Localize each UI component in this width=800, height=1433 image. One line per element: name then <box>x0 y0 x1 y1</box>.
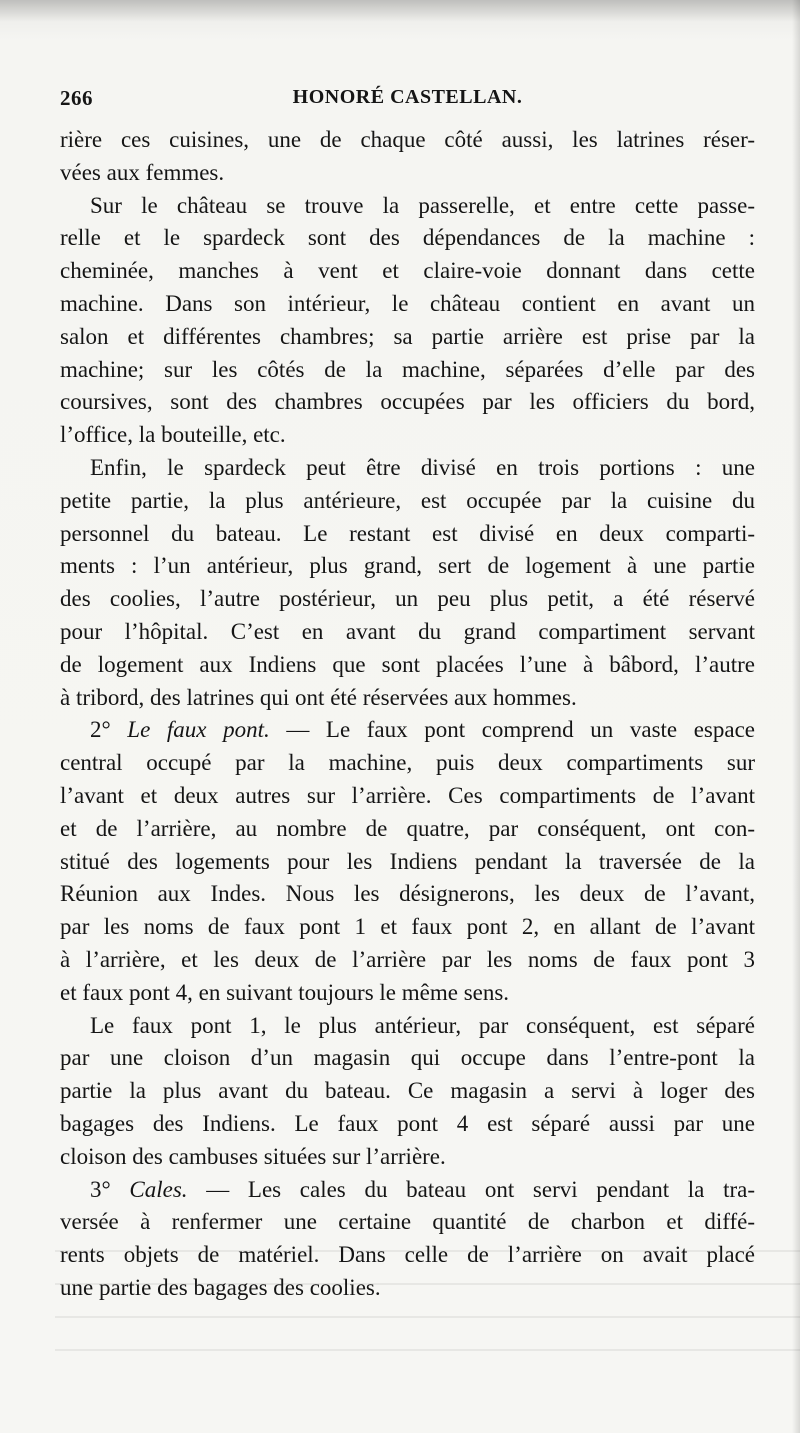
text-line: à l’arrière, et les deux de l’arrière par les noms de faux pont 3 <box>60 946 755 972</box>
text-line: des coolies, l’autre postérieur, un peu plus petit, a été réservé <box>60 586 755 612</box>
section-number: 3° <box>90 1176 130 1202</box>
text-line: et faux pont 4, en suivant toujours le même sens. <box>60 979 510 1005</box>
text-line: petite partie, la plus antérieure, est occupée par la cuisine du <box>60 487 755 513</box>
text-line: l’office, la bouteille, etc. <box>60 422 286 448</box>
text-line: une partie des bagages des coolies. <box>60 1274 381 1300</box>
text-line: central occupé par la machine, puis deux compartiments sur <box>60 750 755 776</box>
text-line: Enfin, le spardeck peut être divisé en trois portions : une <box>90 454 755 480</box>
body-text <box>60 124 755 1305</box>
text-line: stitué des logements pour les Indiens pendant la traversée de la <box>60 848 755 874</box>
text-line: Le faux pont 1, le plus antérieur, par conséquent, est séparé <box>90 1012 755 1038</box>
section-text: — Les cales du bateau ont servi pendant la tra- <box>187 1176 755 1202</box>
text-line: Réunion aux Indes. Nous les désignerons, les deux de l’avant, <box>60 881 755 907</box>
section-title: Le faux pont. <box>127 717 270 743</box>
page-right-edge <box>792 0 800 1433</box>
text-line: pour l’hôpital. C’est en avant du grand compartiment servant <box>60 618 755 644</box>
section-heading-line <box>60 1174 755 1207</box>
section-heading-line <box>60 714 755 747</box>
section-title: Cales. <box>129 1176 188 1202</box>
text-line: à tribord, des latrines qui ont été réservées aux hommes. <box>60 684 577 710</box>
text-line: Sur le château se trouve la passerelle, et entre cette passe- <box>90 192 755 218</box>
page-number: 266 <box>60 86 93 110</box>
section-number: 2° <box>90 717 128 743</box>
text-line: cloison des cambuses situées sur l’arrière. <box>60 1143 446 1169</box>
page-header <box>60 86 755 116</box>
text-line: coursives, sont des chambres occupées par les officiers du bord, <box>60 389 755 415</box>
text-line: de logement aux Indiens que sont placées l’une à bâbord, l’autre <box>60 651 755 677</box>
text-line: versée à renfermer une certaine quantité de charbon et diffé- <box>60 1209 755 1235</box>
text-line: relle et le spardeck sont des dépendances de la machine : <box>60 225 755 251</box>
page-top-shadow <box>0 0 800 22</box>
text-line: l’avant et deux autres sur l’arrière. Ces compartiments de l’avant <box>60 782 755 808</box>
text-line: salon et différentes chambres; sa partie arrière est prise par la <box>60 323 755 349</box>
text-line: ments : l’un antérieur, plus grand, sert de logement à une partie <box>60 553 755 579</box>
text-line: personnel du bateau. Le restant est divisé en deux comparti- <box>60 520 755 546</box>
text-line: machine; sur les côtés de la machine, séparées d’elle par des <box>60 356 755 382</box>
running-head: HONORÉ CASTELLAN. <box>292 86 523 108</box>
show-through-texture <box>55 1250 800 1360</box>
text-line: rents objets de matériel. Dans celle de l’arrière on avait placé <box>60 1242 755 1268</box>
text-line: vées aux femmes. <box>60 159 225 185</box>
section-text: — Le faux pont comprend un vaste espace <box>269 717 755 743</box>
text-line: bagages des Indiens. Le faux pont 4 est séparé aussi par une <box>60 1110 755 1136</box>
text-line: partie la plus avant du bateau. Ce magasin a servi à loger des <box>60 1078 755 1104</box>
text-line: par une cloison d’un magasin qui occupe dans l’entre-pont la <box>60 1045 755 1071</box>
text-line: et de l’arrière, au nombre de quatre, par conséquent, ont con- <box>60 815 755 841</box>
text-line: rière ces cuisines, une de chaque côté aussi, les latrines réser- <box>60 127 755 152</box>
text-line: machine. Dans son intérieur, le château contient en avant un <box>60 290 755 316</box>
text-line: par les noms de faux pont 1 et faux pont 2, en allant de l’avant <box>60 914 755 940</box>
text-line: cheminée, manches à vent et claire-voie donnant dans cette <box>60 258 755 284</box>
